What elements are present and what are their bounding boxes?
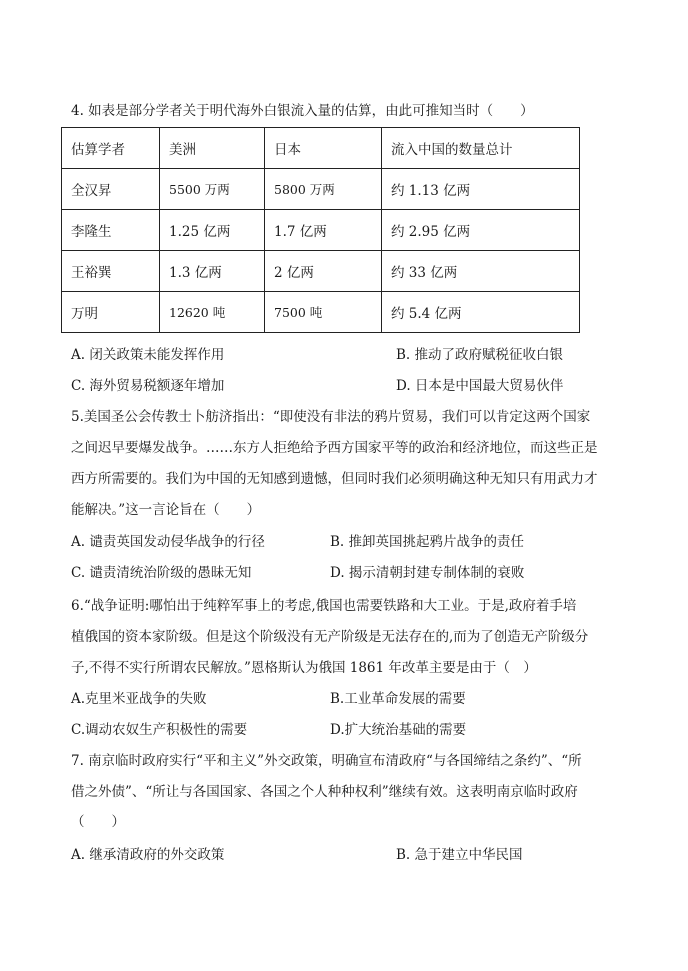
- table-cell: 约 5.4 亿两: [382, 292, 580, 333]
- q5-option-a: A. 谴责英国发动侵华战争的行径: [71, 534, 265, 550]
- q6-option-d: D.扩大统治基础的需要: [330, 722, 467, 738]
- table-row: [62, 169, 580, 210]
- q5-option-b: B. 推卸英国挑起鸦片战争的责任: [330, 534, 525, 550]
- q4-option-a: A. 闭关政策未能发挥作用: [71, 347, 225, 363]
- table-cell: 李隆生: [62, 210, 160, 251]
- table-cell: 万明: [62, 292, 160, 333]
- q7-option-b: B. 急于建立中华民国: [396, 847, 523, 863]
- q5-line-1: 5.美国圣公会传教士卜舫济指出：“即使没有非法的鸦片贸易，我们可以肯定这两个国家: [71, 409, 591, 425]
- table-cell: 7500 吨: [265, 292, 382, 333]
- table-row: [62, 251, 580, 292]
- table-cell: 2 亿两: [265, 251, 382, 292]
- q5-line-4: 能解决。”这一言论旨在（ ）: [71, 502, 261, 518]
- table-cell: 12620 吨: [160, 292, 265, 333]
- table-cell: 5800 万两: [265, 169, 382, 210]
- table-cell: 1.7 亿两: [265, 210, 382, 251]
- table-cell: 5500 万两: [160, 169, 265, 210]
- table-header-cell: 估算学者: [62, 128, 160, 169]
- table-cell: 约 1.13 亿两: [382, 169, 580, 210]
- q4-stem: 4. 如表是部分学者关于明代海外白银流入量的估算，由此可推知当时（ ）: [71, 103, 534, 119]
- q5-option-d: D. 揭示清朝封建专制体制的衰败: [330, 565, 525, 581]
- q5-line-3: 西方所需要的。我们为中国的无知感到遗憾，但同时我们必须明确这种无知只有用武力才: [71, 471, 598, 487]
- table-cell: 1.25 亿两: [160, 210, 265, 251]
- q4-option-c: C. 海外贸易税额逐年增加: [71, 378, 225, 394]
- table-cell: 约 2.95 亿两: [382, 210, 580, 251]
- q6-option-a: A.克里米亚战争的失败: [71, 691, 207, 707]
- q6-line-1: 6.“战争证明:哪怕出于纯粹军事上的考虑,俄国也需要铁路和大工业。于是,政府着手培: [71, 598, 577, 614]
- silver-inflow-table: [61, 127, 580, 333]
- table-cell: 王裕巽: [62, 251, 160, 292]
- table-cell: 1.3 亿两: [160, 251, 265, 292]
- table-row: [62, 292, 580, 333]
- q7-line-3: （ ）: [71, 814, 125, 830]
- q6-line-2: 植俄国的资本家阶级。但是这个阶级没有无产阶级是无法存在的,而为了创造无产阶级分: [71, 629, 589, 645]
- q5-line-2: 之间迟早要爆发战争。……东方人拒绝给予西方国家平等的政治和经济地位，而这些正是: [71, 440, 598, 456]
- q6-line-3: 子,不得不实行所谓农民解放。”恩格斯认为俄国 1861 年改革主要是由于（ ）: [71, 660, 537, 676]
- q4-option-b: B. 推动了政府赋税征收白银: [396, 347, 564, 363]
- q6-option-b: B.工业革命发展的需要: [330, 691, 466, 707]
- q5-option-c: C. 谴责清统治阶级的愚昧无知: [71, 565, 252, 581]
- table-header-cell: 美洲: [160, 128, 265, 169]
- q7-line-2: 借之外债”、“所让与各国国家、各国之个人种种权利”继续有效。这表明南京临时政府: [71, 784, 578, 800]
- table-cell: 全汉昇: [62, 169, 160, 210]
- q7-line-1: 7. 南京临时政府实行“平和主义”外交政策，明确宣布清政府“与各国缔结之条约”、“所: [71, 753, 582, 769]
- q4-option-d: D. 日本是中国最大贸易伙伴: [396, 378, 564, 394]
- table-row: [62, 210, 580, 251]
- q6-option-c: C.调动农奴生产积极性的需要: [71, 722, 248, 738]
- q7-option-a: A. 继承清政府的外交政策: [71, 847, 225, 863]
- table-cell: 约 33 亿两: [382, 251, 580, 292]
- table-header-cell: 日本: [265, 128, 382, 169]
- table-header-cell: 流入中国的数量总计: [382, 128, 580, 169]
- table-header-row: [62, 128, 580, 169]
